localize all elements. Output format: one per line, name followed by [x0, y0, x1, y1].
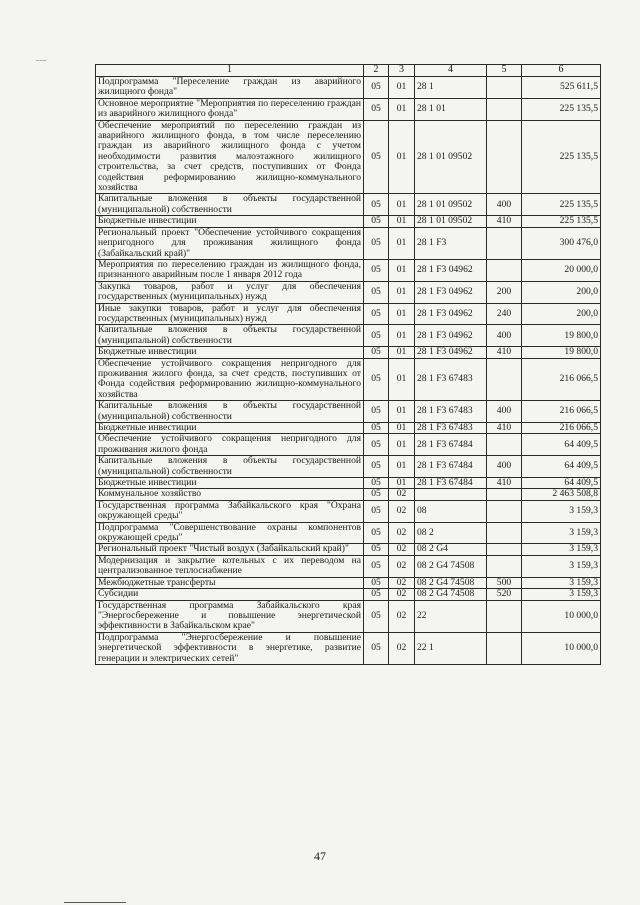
cell-expense-type: 410 [487, 423, 522, 434]
cell-target-article: 28 1 F3 04962 [415, 281, 487, 303]
cell-subsection: 02 [389, 500, 415, 522]
table-row [96, 555, 601, 577]
cell-name: Государственная программа Забайкальского края "Охрана окружающей среды" [96, 500, 364, 522]
cell-name: Подпрограмма "Переселение граждан из аварийного жилищного фонда" [96, 77, 364, 99]
cell-expense-type: 400 [487, 456, 522, 478]
cell-section: 05 [364, 456, 389, 478]
cell-section: 05 [364, 544, 389, 555]
cell-section: 05 [364, 98, 389, 120]
cell-name: Подпрограмма "Энергосбережение и повышение энергетической эффективности в энергетике, развитие генерации и электрических сетей" [96, 632, 364, 664]
cell-name: Бюджетные инвестиции [96, 478, 364, 489]
table-row [96, 281, 601, 303]
cell-amount: 2 463 508,8 [522, 489, 601, 500]
cell-target-article: 28 1 F3 67483 [415, 401, 487, 423]
cell-section: 05 [364, 325, 389, 347]
cell-amount: 216 066,5 [522, 401, 601, 423]
cell-target-article: 28 1 [415, 77, 487, 99]
cell-target-article: 28 1 F3 67483 [415, 358, 487, 401]
cell-section: 05 [364, 489, 389, 500]
cell-expense-type: 400 [487, 401, 522, 423]
cell-name: Обеспечение мероприятий по переселению граждан из аварийного жилищного фонда, в том числе переселению граждан из аварийного жилищного фонда с учетом необходимости развития малоэтажного жилищного строительства, за счет средств, поступивших от Фонда содействия реформированию жилищно-коммунального хозяйства [96, 120, 364, 194]
table-row [96, 434, 601, 456]
table-row [96, 194, 601, 216]
cell-subsection: 02 [389, 600, 415, 632]
cell-expense-type [487, 358, 522, 401]
cell-subsection: 01 [389, 401, 415, 423]
cell-expense-type [487, 555, 522, 577]
cell-expense-type: 520 [487, 589, 522, 600]
cell-section: 05 [364, 500, 389, 522]
cell-target-article: 08 2 G4 [415, 544, 487, 555]
cell-name: Капитальные вложения в объекты государственной (муниципальной) собственности [96, 456, 364, 478]
cell-target-article: 28 1 F3 04962 [415, 303, 487, 325]
cell-subsection: 01 [389, 303, 415, 325]
table-row [96, 489, 601, 500]
cell-expense-type [487, 98, 522, 120]
cell-amount: 3 159,3 [522, 577, 601, 588]
cell-amount: 20 000,0 [522, 259, 601, 281]
table-row [96, 632, 601, 664]
cell-name: Региональный проект "Обеспечение устойчивого сокращения непригодного для проживания жилищного фонда (Забайкальский край)" [96, 227, 364, 259]
cell-section: 05 [364, 227, 389, 259]
cell-target-article: 28 1 F3 04962 [415, 259, 487, 281]
cell-section: 05 [364, 478, 389, 489]
cell-name: Обеспечение устойчивого сокращения непригодного для проживания жилого фонда, за счет средств, поступивших от Фонда содействия реформированию жилищно-коммунального хозяйства [96, 358, 364, 401]
header-col-6: 6 [522, 65, 601, 77]
table-row [96, 120, 601, 194]
cell-subsection: 01 [389, 216, 415, 227]
cell-target-article: 08 2 G4 74508 [415, 577, 487, 588]
cell-target-article: 08 2 G4 74508 [415, 555, 487, 577]
cell-subsection: 01 [389, 120, 415, 194]
table-row [96, 589, 601, 600]
cell-target-article: 28 1 F3 04962 [415, 347, 487, 358]
cell-name: Иные закупки товаров, работ и услуг для обеспечения государственных (муниципальных) нужд [96, 303, 364, 325]
cell-amount: 3 159,3 [522, 500, 601, 522]
cell-target-article: 22 1 [415, 632, 487, 664]
cell-section: 05 [364, 216, 389, 227]
table-row [96, 544, 601, 555]
header-col-4: 4 [415, 65, 487, 77]
cell-expense-type: 410 [487, 216, 522, 227]
header-col-3: 3 [389, 65, 415, 77]
cell-target-article: 28 1 F3 67484 [415, 478, 487, 489]
cell-section: 05 [364, 77, 389, 99]
cell-amount: 64 409,5 [522, 478, 601, 489]
cell-subsection: 01 [389, 227, 415, 259]
cell-section: 05 [364, 259, 389, 281]
header-col-5: 5 [487, 65, 522, 77]
table-row [96, 500, 601, 522]
cell-subsection: 01 [389, 325, 415, 347]
cell-amount: 200,0 [522, 281, 601, 303]
cell-name: Капитальные вложения в объекты государственной (муниципальной) собственности [96, 401, 364, 423]
cell-expense-type [487, 544, 522, 555]
cell-expense-type [487, 227, 522, 259]
cell-expense-type [487, 489, 522, 500]
cell-target-article: 08 2 G4 74508 [415, 589, 487, 600]
cell-name: Подпрограмма "Совершенствование охраны компонентов окружающей среды" [96, 522, 364, 544]
table-row [96, 227, 601, 259]
header-col-2: 2 [364, 65, 389, 77]
cell-expense-type: 400 [487, 325, 522, 347]
cell-section: 05 [364, 589, 389, 600]
table-row [96, 77, 601, 99]
cell-section: 05 [364, 577, 389, 588]
cell-subsection: 02 [389, 544, 415, 555]
cell-section: 05 [364, 194, 389, 216]
table-row [96, 456, 601, 478]
cell-amount: 216 066,5 [522, 423, 601, 434]
cell-subsection: 01 [389, 434, 415, 456]
cell-section: 05 [364, 358, 389, 401]
cell-section: 05 [364, 347, 389, 358]
cell-target-article: 28 1 F3 67484 [415, 456, 487, 478]
table-row [96, 347, 601, 358]
cell-name: Модернизация и закрытие котельных с их переводом на централизованное теплоснабжение [96, 555, 364, 577]
cell-expense-type: 410 [487, 347, 522, 358]
cell-expense-type: 500 [487, 577, 522, 588]
cell-name: Субсидии [96, 589, 364, 600]
cell-expense-type [487, 77, 522, 99]
table-body [96, 77, 601, 665]
cell-expense-type: 410 [487, 478, 522, 489]
cell-amount: 19 800,0 [522, 325, 601, 347]
table-row [96, 600, 601, 632]
table-row [96, 478, 601, 489]
cell-amount: 525 611,5 [522, 77, 601, 99]
cell-subsection: 02 [389, 489, 415, 500]
table-row [96, 423, 601, 434]
table-row [96, 98, 601, 120]
cell-target-article: 28 1 01 [415, 98, 487, 120]
cell-subsection: 01 [389, 423, 415, 434]
cell-name: Закупка товаров, работ и услуг для обеспечения государственных (муниципальных) нужд [96, 281, 364, 303]
cell-target-article: 22 [415, 600, 487, 632]
cell-subsection: 02 [389, 522, 415, 544]
cell-name: Межбюджетные трансферты [96, 577, 364, 588]
table-row [96, 358, 601, 401]
table-header [96, 65, 601, 77]
cell-subsection: 01 [389, 456, 415, 478]
cell-subsection: 02 [389, 632, 415, 664]
cell-amount: 3 159,3 [522, 555, 601, 577]
cell-section: 05 [364, 120, 389, 194]
cell-subsection: 02 [389, 555, 415, 577]
cell-expense-type: 200 [487, 281, 522, 303]
cell-amount: 10 000,0 [522, 600, 601, 632]
cell-target-article: 28 1 01 09502 [415, 216, 487, 227]
cell-name: Мероприятия по переселению граждан из жилищного фонда, признанного аварийным после 1 января 2012 года [96, 259, 364, 281]
cell-subsection: 01 [389, 77, 415, 99]
cell-subsection: 01 [389, 259, 415, 281]
cell-expense-type: 400 [487, 194, 522, 216]
cell-subsection: 02 [389, 589, 415, 600]
cell-section: 05 [364, 303, 389, 325]
cell-section: 05 [364, 632, 389, 664]
cell-expense-type [487, 259, 522, 281]
cell-amount: 225 135,5 [522, 194, 601, 216]
footnote-rule [64, 902, 126, 903]
cell-name: Капитальные вложения в объекты государственной (муниципальной) собственности [96, 194, 364, 216]
cell-subsection: 01 [389, 98, 415, 120]
cell-amount: 225 135,5 [522, 98, 601, 120]
cell-amount: 64 409,5 [522, 434, 601, 456]
cell-amount: 64 409,5 [522, 456, 601, 478]
cell-amount: 3 159,3 [522, 522, 601, 544]
table-row [96, 325, 601, 347]
cell-name: Региональный проект "Чистый воздух (Забайкальский край)" [96, 544, 364, 555]
cell-target-article: 08 2 [415, 522, 487, 544]
page-number: 47 [314, 849, 326, 863]
scan-mark [36, 60, 46, 61]
cell-section: 05 [364, 555, 389, 577]
cell-subsection: 01 [389, 194, 415, 216]
cell-target-article: 28 1 F3 [415, 227, 487, 259]
cell-amount: 3 159,3 [522, 544, 601, 555]
cell-section: 05 [364, 281, 389, 303]
cell-amount: 216 066,5 [522, 358, 601, 401]
cell-expense-type [487, 500, 522, 522]
cell-amount: 225 135,5 [522, 120, 601, 194]
cell-expense-type [487, 632, 522, 664]
cell-target-article: 28 1 01 09502 [415, 120, 487, 194]
cell-subsection: 01 [389, 347, 415, 358]
cell-target-article: 28 1 01 09502 [415, 194, 487, 216]
cell-subsection: 01 [389, 281, 415, 303]
table-row [96, 401, 601, 423]
cell-expense-type [487, 522, 522, 544]
table-row [96, 216, 601, 227]
cell-section: 05 [364, 522, 389, 544]
table-row [96, 303, 601, 325]
cell-name: Бюджетные инвестиции [96, 347, 364, 358]
cell-subsection: 01 [389, 478, 415, 489]
table-row [96, 522, 601, 544]
cell-name: Обеспечение устойчивого сокращения непригодного для проживания жилого фонда [96, 434, 364, 456]
cell-expense-type [487, 434, 522, 456]
cell-name: Государственная программа Забайкальского края "Энергосбережение и повышение энергетической эффективности в Забайкальском крае" [96, 600, 364, 632]
budget-table [95, 64, 601, 665]
cell-amount: 10 000,0 [522, 632, 601, 664]
cell-name: Бюджетные инвестиции [96, 216, 364, 227]
cell-target-article: 28 1 F3 67484 [415, 434, 487, 456]
cell-subsection: 02 [389, 577, 415, 588]
cell-expense-type [487, 600, 522, 632]
cell-amount: 225 135,5 [522, 216, 601, 227]
cell-target-article: 28 1 F3 04962 [415, 325, 487, 347]
cell-name: Капитальные вложения в объекты государственной (муниципальной) собственности [96, 325, 364, 347]
cell-amount: 3 159,3 [522, 589, 601, 600]
cell-name: Бюджетные инвестиции [96, 423, 364, 434]
cell-subsection: 01 [389, 358, 415, 401]
cell-target-article [415, 489, 487, 500]
cell-expense-type: 240 [487, 303, 522, 325]
cell-section: 05 [364, 600, 389, 632]
table-row [96, 259, 601, 281]
cell-name: Коммунальное хозяйство [96, 489, 364, 500]
cell-amount: 19 800,0 [522, 347, 601, 358]
header-col-1: 1 [96, 65, 364, 77]
cell-amount: 200,0 [522, 303, 601, 325]
cell-section: 05 [364, 423, 389, 434]
table-row [96, 577, 601, 588]
cell-expense-type [487, 120, 522, 194]
cell-amount: 300 476,0 [522, 227, 601, 259]
cell-section: 05 [364, 434, 389, 456]
cell-name: Основное мероприятие "Мероприятия по переселению граждан из аварийного жилищного фонда" [96, 98, 364, 120]
cell-target-article: 28 1 F3 67483 [415, 423, 487, 434]
cell-target-article: 08 [415, 500, 487, 522]
cell-section: 05 [364, 401, 389, 423]
